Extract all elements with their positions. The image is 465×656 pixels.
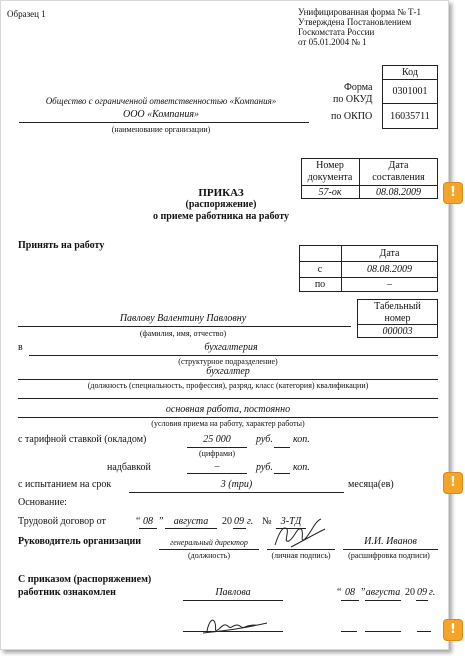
bonus-label: надбавкой [107,462,151,473]
hire-date-header: Дата [379,247,400,259]
basis-label: Основание: [18,497,67,508]
acquainted-label: С приказом (распоряжением) [18,574,152,585]
employee-name: Павлову Валентину Павловну [119,313,247,324]
form-title: Унифицированная форма № Т-1 [298,7,422,17]
okpo-label: по ОКПО [331,111,373,122]
order-subject: о приеме работника на работу [153,211,289,222]
tab-number-header-2: номер [384,312,411,324]
acquainted-month: августа [365,587,401,598]
head-name-caption: (расшифровка подписи) [348,551,430,560]
employee-name-caption: (фамилия, имя, отчество) [139,329,227,338]
department-value: бухгалтерия [204,342,258,353]
contract-day: 08 [143,516,153,527]
approval-org: Госкомстата России [298,27,375,37]
warning-icon[interactable]: ! [444,473,462,493]
hire-to-date: – [387,279,392,290]
bonus-rub: руб. [256,462,273,473]
contract-year-suffix: г. [247,516,254,527]
acquainted-year-prefix: 20 [405,587,415,598]
department-prefix: в [18,342,23,353]
bonus-kop: коп. [293,462,310,473]
hire-label: Принять на работу [18,240,105,251]
hire-from-date: 08.08.2009 [367,263,412,275]
hire-to-label: по [314,279,326,290]
org-full-name: Общество с ограниченной ответственностью «Компания» [45,96,277,106]
contract-month: августа [173,516,209,527]
document-page: Образец 1 Унифицированная форма № Т-1 Утверждена Постановлением Госкомстата России от 05.01.2004 № 1 Код 0301001 16035711 Форма по ОКУД по ОКПО Общество с ограниченной ответственностью «Компания» ООО «Компания» (наименование организации) Номер документа Дата составления 57-ок 08.08.2009 ПРИКАЗ (распоряжение) о приеме работника на работу Принять на работу Дата с 08.08.2009 по – Табельный номер 000003 Павлову Валентину Павловну (фамилия, имя, отчество) в бухгалтерия (структурное подразделение) бухгалтер (должность (специальность, профессия), разряд, класс (категория) квалификации) основная работа, постоянно (условия приема на работу, характер работы) с тарифной ставкой (окладом) 25 000 (цифрами) руб. коп. надбавкой – руб. коп. с испытанием на срок 3 (три) месяца(ев) Основание: Трудовой договор от “ 08 ” августа 20 09 г. № 3-ТД Руководитель организации генеральный директор (должность) (личная подпись) И.И. Иванов (расшифровка подписи) С приказом (распоряжением) работник ознакомлен Павлова “ 08 ” августа 20 09 г. [0,0,449,650]
probation-unit: месяца(ев) [348,479,394,490]
acquainted-year-suffix: г. [429,587,436,598]
acquainted-label-2: работник ознакомлен [18,587,116,598]
okud-code: 0301001 [392,85,428,97]
position-caption: (должность (специальность, профессия), разряд, класс (категория) квалификации) [87,381,369,390]
org-caption: (наименование организации) [111,125,211,134]
salary-label: с тарифной ставкой (окладом) [18,434,147,445]
doc-date-header-2: составления [372,172,425,183]
head-position: генеральный директор [170,538,248,547]
order-title: ПРИКАЗ [198,187,244,199]
doc-date-header: Дата [388,159,409,171]
employee-signature [201,613,271,637]
acquainted-year: 09 [417,587,427,598]
form-label: Форма [344,82,373,93]
contract-num-label: № [262,516,272,527]
hire-from-label: с [317,263,323,275]
tab-number-value: 000003 [382,325,413,337]
position-value: бухгалтер [206,366,250,377]
salary-amount: 25 000 [203,434,231,445]
org-short-name: ООО «Компания» [122,109,200,120]
okpo-code: 16035711 [390,110,430,122]
contract-year: 09 [234,516,244,527]
contract-number: 3-ТД [280,516,302,527]
bonus-value: – [214,461,220,472]
contract-label: Трудовой договор от [18,516,106,527]
doc-number-header-2: документа [307,172,353,183]
tab-number-header: Табельный [374,300,421,312]
acquainted-name: Павлова [215,587,251,598]
salary-amount-caption: (цифрами) [199,449,235,458]
sample-label: Образец 1 [7,9,46,19]
probation-value: 3 (три) [220,479,253,490]
probation-label: с испытанием на срок [18,479,112,490]
department-caption: (структурное подразделение) [178,357,278,366]
okud-label: по ОКУД [333,94,373,105]
head-label: Руководитель организации [18,536,142,547]
acquainted-day: 08 [345,587,355,598]
warning-icon[interactable]: ! [444,620,462,640]
warning-icon[interactable]: ! [444,183,462,203]
conditions-value: основная работа, постоянно [165,404,291,415]
doc-number-value: 57-ок [318,186,342,198]
order-subtitle: (распоряжение) [185,199,257,210]
salary-rub: руб. [256,434,273,445]
doc-date-value: 08.08.2009 [376,186,421,198]
conditions-caption: (условия приема на работу, характер работы) [151,419,305,428]
head-sign-caption: (личная подпись) [271,551,331,560]
contract-year-prefix: 20 [222,516,232,527]
doc-number-header: Номер [316,159,344,171]
salary-kop: коп. [293,434,310,445]
code-header: Код [402,66,418,78]
approval-line: Утверждена Постановлением [298,17,412,27]
head-position-caption: (должность) [188,551,230,560]
head-name: И.И. Иванов [364,536,417,547]
approval-date: от 05.01.2004 № 1 [298,37,367,47]
